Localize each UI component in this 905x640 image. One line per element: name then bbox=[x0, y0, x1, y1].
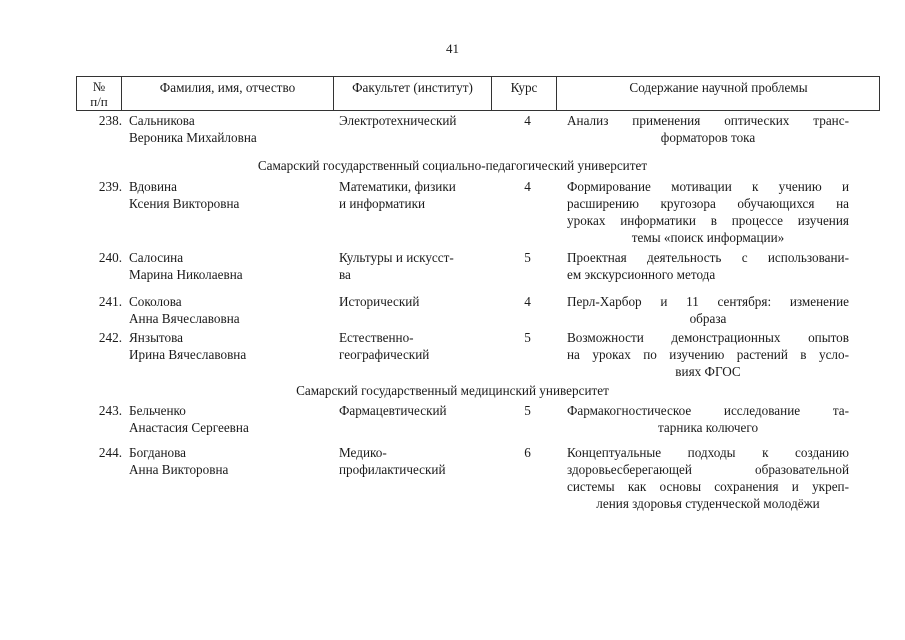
section-title: Самарский государственный социально-педагогический университет bbox=[257, 158, 648, 173]
row-number: 239. bbox=[98, 179, 122, 194]
research-topic: Формирование мотивации к учению и расширению кругозора обучающихся на уроках информатики в процессе изучения темы «поиск информации» bbox=[567, 179, 849, 245]
row-number: 243. bbox=[98, 403, 122, 418]
header-topic: Содержание научной проблемы bbox=[629, 80, 808, 95]
faculty: Электротехнический bbox=[339, 113, 457, 128]
course: 5 bbox=[524, 330, 531, 345]
student-name: Салосина Марина Николаевна bbox=[129, 250, 243, 282]
research-topic: Фармакогностическое исследование та- тарника колючего bbox=[567, 403, 849, 435]
student-name: Богданова Анна Викторовна bbox=[129, 445, 229, 477]
header-name: Фамилия, имя, отчество bbox=[159, 80, 296, 95]
research-topic: Концептуальные подходы к созданию здоровьесберегающей образовательной системы как основы сохранения и укреп- ления здоровья студенческой молодёжи bbox=[567, 445, 849, 511]
research-topic: Анализ применения оптических транс- форматоров тока bbox=[567, 113, 849, 145]
row-number: 244. bbox=[98, 445, 122, 460]
course: 5 bbox=[524, 250, 531, 265]
faculty: Медико- профилактический bbox=[339, 445, 446, 477]
research-topic: Перл-Харбор и 11 сентября: изменение образа bbox=[567, 294, 849, 326]
header-course: Курс bbox=[510, 80, 538, 95]
research-topic: Возможности демонстрационных опытов на уроках по изучению растений в усло- виях ФГОС bbox=[567, 330, 849, 379]
faculty: Фармацевтический bbox=[339, 403, 447, 418]
header-faculty: Факультет (институт) bbox=[352, 80, 473, 95]
course: 6 bbox=[524, 445, 531, 460]
student-name: Вдовина Ксения Викторовна bbox=[129, 179, 240, 211]
faculty: Математики, физики и информатики bbox=[339, 179, 456, 211]
page-number: 41 bbox=[446, 41, 459, 56]
course: 5 bbox=[524, 403, 531, 418]
student-name: Соколова Анна Вячеславовна bbox=[129, 294, 240, 326]
course: 4 bbox=[524, 113, 531, 128]
header-num: № п/п bbox=[90, 79, 108, 109]
row-number: 241. bbox=[98, 294, 122, 309]
student-name: Янзытова Ирина Вячеславовна bbox=[129, 330, 247, 362]
faculty: Культуры и искусст- ва bbox=[339, 250, 454, 282]
student-name: Сальникова Вероника Михайловна bbox=[129, 113, 257, 145]
course: 4 bbox=[524, 294, 531, 309]
row-number: 238. bbox=[98, 113, 122, 128]
faculty: Исторический bbox=[339, 294, 420, 309]
course: 4 bbox=[524, 179, 531, 194]
student-name: Бельченко Анастасия Сергеевна bbox=[129, 403, 249, 435]
section-title: Самарский государственный медицинский университет bbox=[296, 383, 609, 398]
research-topic: Проектная деятельность с использовани- ем экскурсионного метода bbox=[567, 250, 849, 282]
row-number: 242. bbox=[98, 330, 122, 345]
row-number: 240. bbox=[98, 250, 122, 265]
faculty: Естественно- географический bbox=[339, 330, 430, 362]
